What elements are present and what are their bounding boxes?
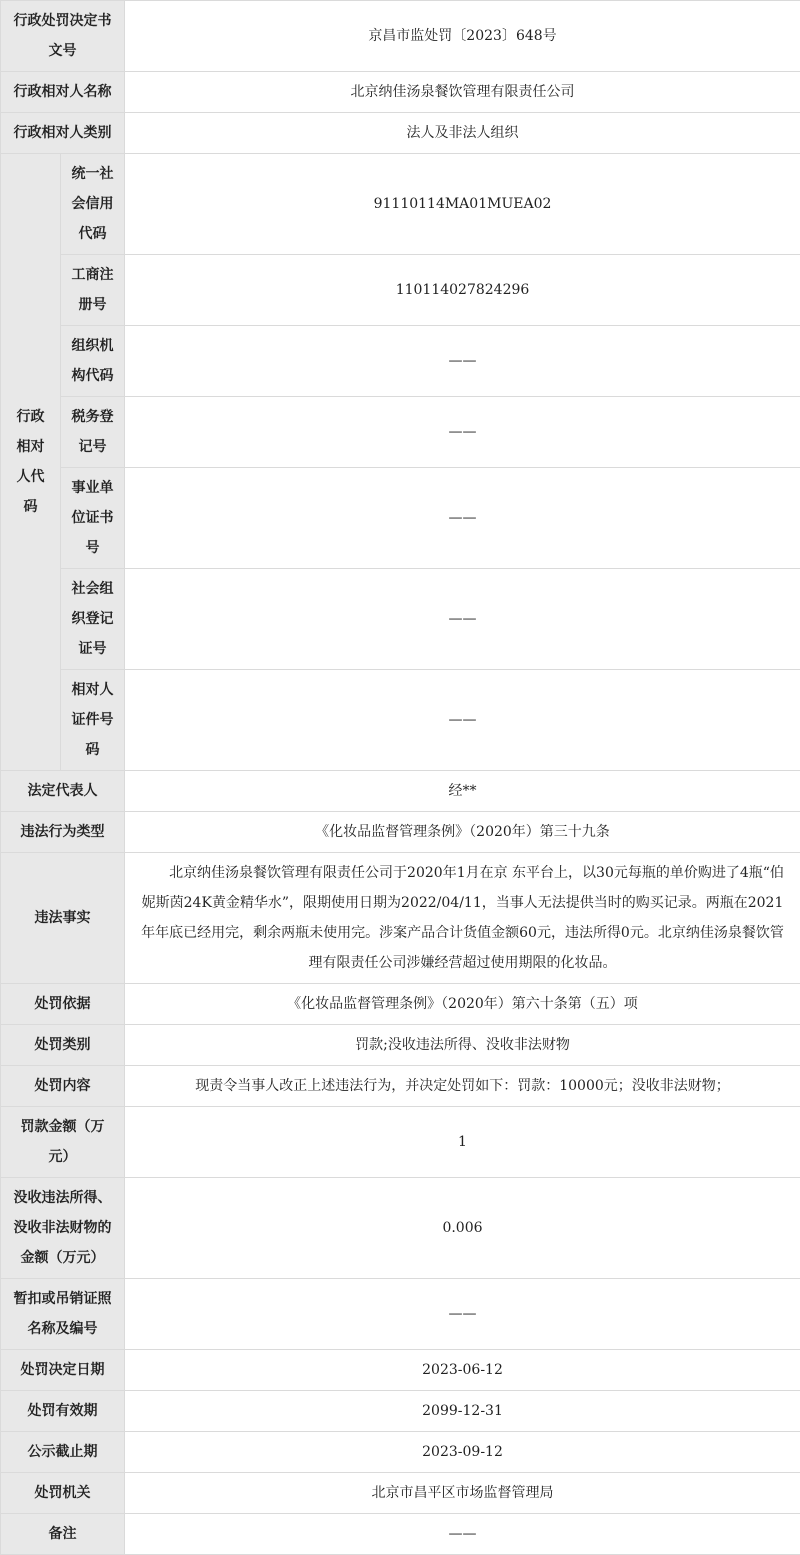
row-party-type bbox=[1, 113, 800, 154]
row-penalty-basis bbox=[1, 984, 800, 1025]
label-violation-type: 违法行为类型 bbox=[1, 812, 125, 853]
label-social-org-reg-no: 社会组织登记证号 bbox=[61, 569, 125, 670]
value-violation-facts: 北京纳佳汤泉餐饮管理有限责任公司于2020年1月在京 东平台上，以30元每瓶的单价购进了4瓶“伯妮斯茵24K黄金精华水”，限期使用日期为2022/04/11，当事人无法提供当时的购买记录。两瓶在2021年年底已经用完，剩余两瓶未使用完。涉案产品合计货值金额60元，违法所得0元。北京纳佳汤泉餐饮管理有限责任公司涉嫌经营超过使用期限的化妆品。 bbox=[125, 853, 800, 984]
row-decision-date bbox=[1, 1350, 800, 1391]
label-license-action: 暂扣或吊销证照名称及编号 bbox=[1, 1279, 125, 1350]
value-violation-type: 《化妆品监督管理条例》（2020年）第三十九条 bbox=[125, 812, 800, 853]
label-decision-no: 行政处罚决定书文号 bbox=[1, 1, 125, 72]
row-authority bbox=[1, 1473, 800, 1514]
row-valid-until bbox=[1, 1391, 800, 1432]
row-party-name bbox=[1, 72, 800, 113]
label-valid-until: 处罚有效期 bbox=[1, 1391, 125, 1432]
value-business-reg-no: 110114027824296 bbox=[125, 255, 800, 326]
label-party-codes-group: 行政相对人代码 bbox=[1, 154, 61, 771]
label-penalty-content: 处罚内容 bbox=[1, 1066, 125, 1107]
label-confiscated-amount: 没收违法所得、没收非法财物的金额（万元） bbox=[1, 1178, 125, 1279]
value-penalty-category: 罚款;没收违法所得、没收非法财物 bbox=[125, 1025, 800, 1066]
label-publicity-deadline: 公示截止期 bbox=[1, 1432, 125, 1473]
value-decision-date: 2023-06-12 bbox=[125, 1350, 800, 1391]
value-legal-rep: 经** bbox=[125, 771, 800, 812]
value-valid-until: 2099-12-31 bbox=[125, 1391, 800, 1432]
value-confiscated-amount: 0.006 bbox=[125, 1178, 800, 1279]
row-social-org-reg-no bbox=[1, 569, 800, 670]
label-penalty-basis: 处罚依据 bbox=[1, 984, 125, 1025]
value-institution-cert-no: —— bbox=[125, 468, 800, 569]
label-tax-reg-no: 税务登记号 bbox=[61, 397, 125, 468]
row-decision-no bbox=[1, 1, 800, 72]
value-fine-amount: 1 bbox=[125, 1107, 800, 1178]
label-decision-date: 处罚决定日期 bbox=[1, 1350, 125, 1391]
row-license-action bbox=[1, 1279, 800, 1350]
row-penalty-content bbox=[1, 1066, 800, 1107]
value-penalty-basis: 《化妆品监督管理条例》（2020年）第六十条第（五）项 bbox=[125, 984, 800, 1025]
label-id-doc-no: 相对人证件号码 bbox=[61, 670, 125, 771]
row-fine-amount bbox=[1, 1107, 800, 1178]
label-org-code: 组织机构代码 bbox=[61, 326, 125, 397]
row-credit-code bbox=[1, 154, 800, 255]
value-social-org-reg-no: —— bbox=[125, 569, 800, 670]
label-business-reg-no: 工商注册号 bbox=[61, 255, 125, 326]
value-credit-code: 91110114MA01MUEA02 bbox=[125, 154, 800, 255]
label-authority: 处罚机关 bbox=[1, 1473, 125, 1514]
label-violation-facts: 违法事实 bbox=[1, 853, 125, 984]
row-id-doc-no bbox=[1, 670, 800, 771]
label-fine-amount: 罚款金额（万元） bbox=[1, 1107, 125, 1178]
row-confiscated-amount bbox=[1, 1178, 800, 1279]
label-legal-rep: 法定代表人 bbox=[1, 771, 125, 812]
row-org-code bbox=[1, 326, 800, 397]
value-license-action: —— bbox=[125, 1279, 800, 1350]
value-party-type: 法人及非法人组织 bbox=[125, 113, 800, 154]
row-violation-facts bbox=[1, 853, 800, 984]
label-party-name: 行政相对人名称 bbox=[1, 72, 125, 113]
row-business-reg-no bbox=[1, 255, 800, 326]
label-party-type: 行政相对人类别 bbox=[1, 113, 125, 154]
row-institution-cert-no bbox=[1, 468, 800, 569]
value-party-name: 北京纳佳汤泉餐饮管理有限责任公司 bbox=[125, 72, 800, 113]
value-remarks: —— bbox=[125, 1514, 800, 1555]
label-penalty-category: 处罚类别 bbox=[1, 1025, 125, 1066]
value-penalty-content: 现责令当事人改正上述违法行为，并决定处罚如下：罚款：10000元；没收非法财物； bbox=[125, 1066, 800, 1107]
label-institution-cert-no: 事业单位证书号 bbox=[61, 468, 125, 569]
label-remarks: 备注 bbox=[1, 1514, 125, 1555]
row-violation-type bbox=[1, 812, 800, 853]
value-id-doc-no: —— bbox=[125, 670, 800, 771]
label-credit-code: 统一社会信用代码 bbox=[61, 154, 125, 255]
row-tax-reg-no bbox=[1, 397, 800, 468]
row-penalty-category bbox=[1, 1025, 800, 1066]
value-org-code: —— bbox=[125, 326, 800, 397]
row-legal-rep bbox=[1, 771, 800, 812]
value-tax-reg-no: —— bbox=[125, 397, 800, 468]
row-remarks bbox=[1, 1514, 800, 1555]
row-publicity-deadline bbox=[1, 1432, 800, 1473]
value-publicity-deadline: 2023-09-12 bbox=[125, 1432, 800, 1473]
value-authority: 北京市昌平区市场监督管理局 bbox=[125, 1473, 800, 1514]
value-decision-no: 京昌市监处罚〔2023〕648号 bbox=[125, 1, 800, 72]
